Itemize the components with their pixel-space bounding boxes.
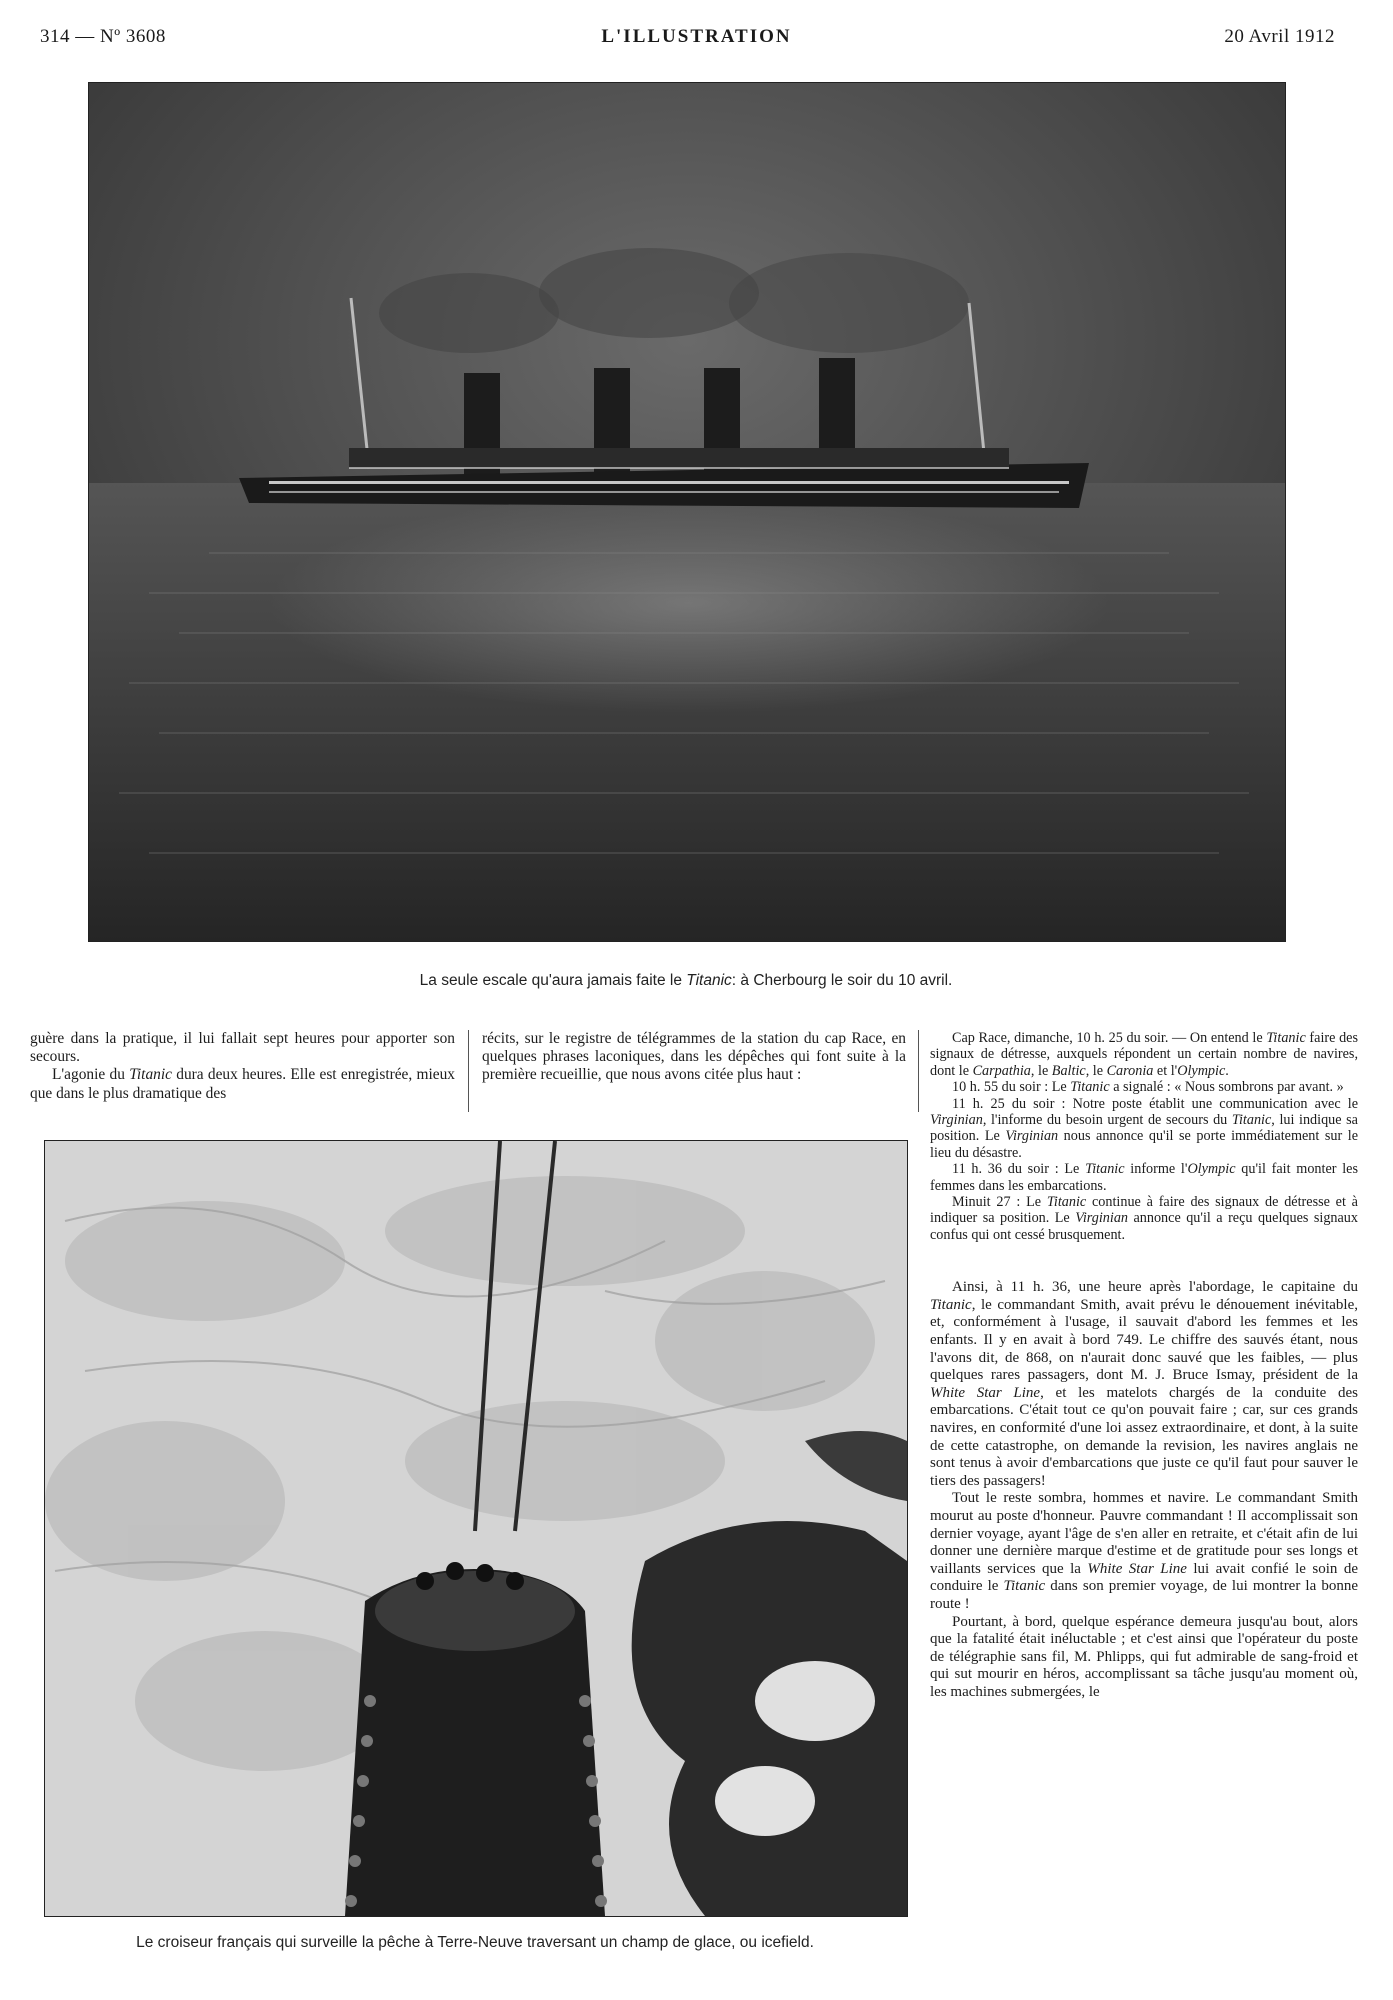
paragraph: Pourtant, à bord, quelque espérance demeura jusqu'au bout, alors que la fatalité était inéluctable ; et c'est ainsi que l'opérateur du poste de télégraphie sans fil, M. Phlipps, qui fut admirable de sang-froid et qui sut mourir en héros, accomplissant sa tâche jusqu'au moment où, les machines submergées, le [930, 1613, 1358, 1700]
telegram-entry: Cap Race, dimanche, 10 h. 25 du soir. — On entend le Titanic faire des signaux de détresse, auxquels répondent un certain nombre de navires, dont le Carpathia, le Baltic, le Caronia et l'Olympic. [930, 1030, 1358, 1079]
titanic-night-illustration [89, 83, 1285, 941]
issue-date: 20 Avril 1912 [1224, 26, 1335, 47]
telegram-entry: 10 h. 55 du soir : Le Titanic a signalé : « Nous sombrons par avant. » [952, 1079, 1344, 1096]
telegram-entry: 11 h. 25 du soir : Notre poste établit une communication avec le Virginian, l'informe du besoin urgent de secours du Titanic, lui indique sa position. Le Virginian nous annonce qu'il se porte immédiatement sur le lieu du désastre. [930, 1095, 1358, 1161]
masthead: L'ILLUSTRATION [601, 26, 792, 47]
titanic-night-photo [88, 82, 1286, 942]
article-column-1 [30, 1030, 455, 1103]
paragraph: Ainsi, à 11 h. 36, une heure après l'abordage, le capitaine du Titanic, le commandant Smith, avait prévu le dénouement inévitable, et, conformément à l'usage, il sauvait d'abord les femmes et les enfants. Il y en avait à bord 749. Le chiffre des sauvés étant, nous l'avons dit, de 868, on n'aurait donc sauvé que les faibles, — plus quelques rares passagers, dont M. J. Bruce Ismay, président de la White Star Line, et les matelots chargés de la conduite des embarcations. C'était tout ce qu'on pouvait faire ; car, sur ces grands navires, en conformité d'une loi assez extraordinaire, et dont, à la suite de cette catastrophe, on demande la revision, les navires anglais ne sont tenus à avoir d'embarcations que juste ce qu'il faut pour sauver le tiers des passagers! [930, 1279, 1358, 1489]
article-column-2 [482, 1030, 906, 1085]
paragraph: L'agonie du Titanic dura deux heures. Elle est enregistrée, mieux que dans le plus dramatique des [30, 1066, 455, 1102]
photo1-caption: La seule escale qu'aura jamais faite le Titanic: à Cherbourg le soir du 10 avril. [419, 972, 953, 989]
article-column-3 [930, 1030, 1358, 1702]
cruiser-icefield-illustration [45, 1141, 907, 1916]
cruiser-icefield-photo [44, 1140, 908, 1917]
telegram-entry: 11 h. 36 du soir : Le Titanic informe l'Olympic qu'il fait monter les femmes dans les embarcations. [930, 1161, 1358, 1194]
photo2-caption: Le croiseur français qui surveille la pêche à Terre-Neuve traversant un champ de glace, ou icefield. [136, 1934, 814, 1951]
telegram-entry: Minuit 27 : Le Titanic continue à faire des signaux de détresse et à indiquer sa position. Le Virginian annonce qu'il a reçu quelques signaux confus qui ont cessé brusquement. [930, 1194, 1358, 1243]
paragraph: Tout le reste sombra, hommes et navire. Le commandant Smith mourut au poste d'honneur. Pauvre commandant ! Il accomplissait son dernier voyage, ayant l'âge de s'en aller en retraite, et c'était afin de lui donner une dernière marque d'estime et de gratitude pour ses longs et vaillants services que la White Star Line lui avait confié le soin de conduire le Titanic dans son premier voyage, de lui montrer la bonne route ! [930, 1490, 1359, 1612]
column-divider [468, 1030, 469, 1112]
paragraph: récits, sur le registre de télégrammes de la station du cap Race, en quelques phrases laconiques, dans les dépêches qui font suite à la première recueillie, que nous avons citée plus haut : [482, 1030, 906, 1084]
page-number: 314 — Nº 3608 [40, 26, 166, 47]
column-divider [918, 1030, 919, 1112]
paragraph: guère dans la pratique, il lui fallait sept heures pour apporter son secours. [30, 1030, 455, 1066]
